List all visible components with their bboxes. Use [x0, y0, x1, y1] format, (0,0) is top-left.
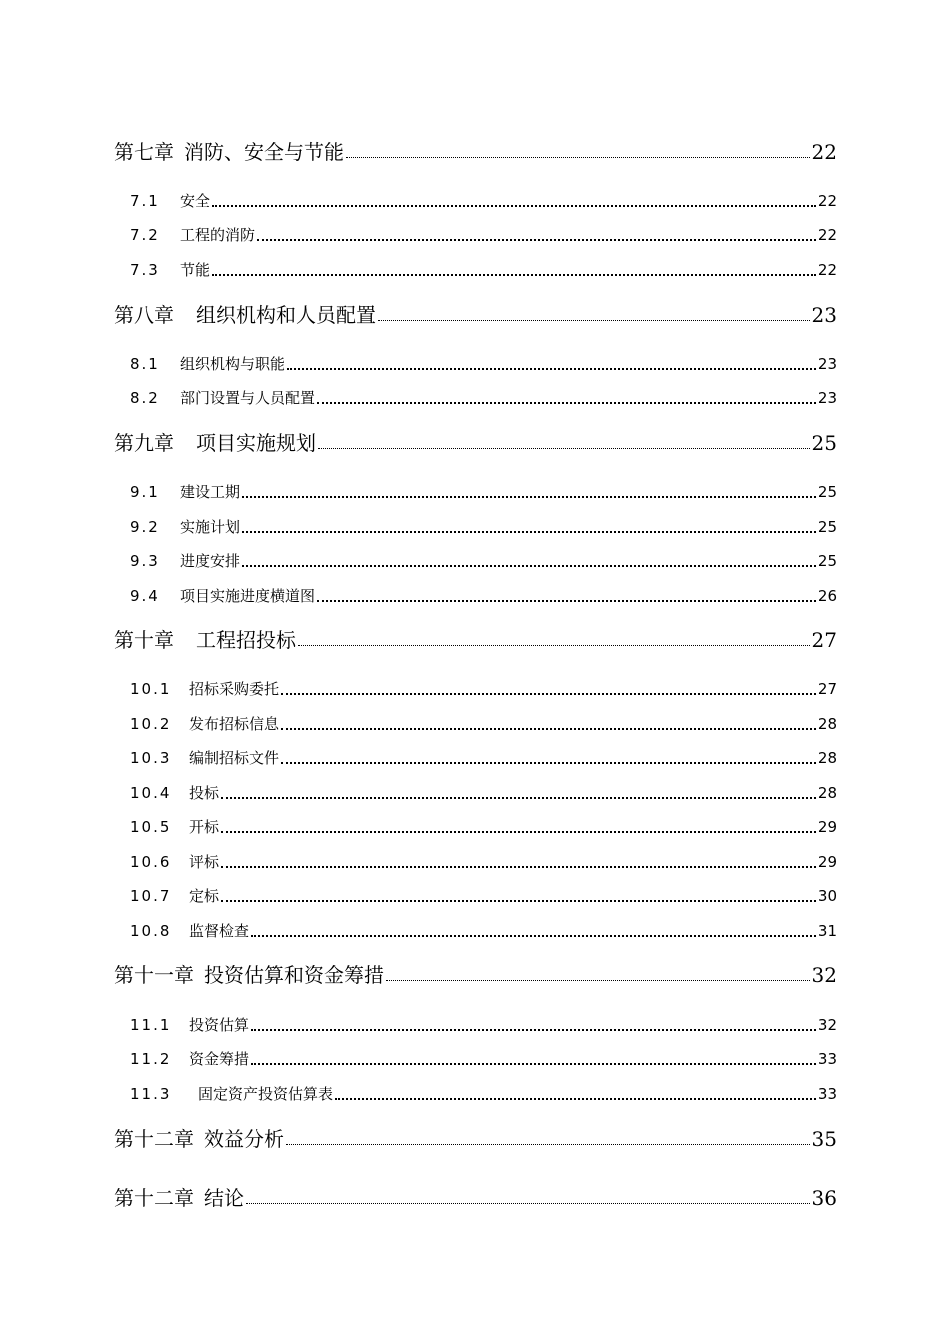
toc-section-8-2[interactable] [114, 376, 837, 410]
toc-leader-dots [386, 979, 810, 981]
toc-section-number: 10.5 [130, 818, 172, 836]
toc-section-title: 节能 [180, 261, 211, 279]
toc-chapter-title: 组织机构和人员配置 [196, 303, 376, 327]
toc-page-number: 32 [811, 963, 837, 987]
toc-leader-dots [212, 273, 816, 276]
toc-page-number: 32 [817, 1016, 837, 1034]
toc-leader-dots [335, 1097, 816, 1100]
toc-section-number: 8.1 [130, 355, 160, 373]
toc-page-number: 25 [817, 483, 837, 501]
toc-leader-dots [251, 1028, 816, 1031]
toc-page-number: 29 [817, 818, 837, 836]
toc-leader-dots [286, 1143, 810, 1145]
toc-section-number: 11.3 [130, 1085, 172, 1103]
toc-chapter-7[interactable] [114, 133, 837, 167]
toc-page-number: 22 [817, 226, 837, 244]
toc-section-11-2[interactable] [114, 1037, 837, 1071]
toc-section-7-3[interactable] [114, 248, 837, 282]
toc-leader-dots [257, 238, 816, 241]
toc-section-title: 固定资产投资估算表 [198, 1085, 334, 1103]
toc-section-title: 投资估算 [189, 1016, 250, 1034]
toc-page-number: 35 [811, 1127, 837, 1151]
toc-section-title: 定标 [189, 887, 220, 905]
toc-section-9-1[interactable] [114, 470, 837, 504]
toc-section-title: 监督检查 [189, 922, 250, 940]
toc-section-title: 发布招标信息 [189, 715, 280, 733]
toc-section-number: 7.1 [130, 192, 160, 210]
toc-page-number: 25 [817, 552, 837, 570]
toc-section-title: 开标 [189, 818, 220, 836]
toc-page-number: 30 [817, 887, 837, 905]
toc-chapter-title: 效益分析 [204, 1127, 284, 1151]
toc-page-number: 27 [811, 628, 837, 652]
toc-section-11-3[interactable] [114, 1072, 837, 1106]
toc-section-title: 建设工期 [180, 483, 241, 501]
toc-page-number: 29 [817, 853, 837, 871]
toc-section-10-7[interactable] [114, 874, 837, 908]
toc-section-title: 资金筹措 [189, 1050, 250, 1068]
toc-section-10-5[interactable] [114, 805, 837, 839]
toc-page-number: 23 [817, 389, 837, 407]
toc-leader-dots [242, 564, 816, 567]
toc-section-number: 11.2 [130, 1050, 172, 1068]
toc-section-9-4[interactable] [114, 574, 837, 608]
toc-section-title: 评标 [189, 853, 220, 871]
toc-leader-dots [251, 934, 816, 937]
toc-section-11-1[interactable] [114, 1003, 837, 1037]
toc-section-7-2[interactable] [114, 213, 837, 247]
toc-leader-dots [318, 447, 810, 449]
toc-section-number: 9.4 [130, 587, 160, 605]
toc-section-10-4[interactable] [114, 771, 837, 805]
toc-chapter-9[interactable] [114, 424, 837, 458]
toc-section-10-3[interactable] [114, 736, 837, 770]
toc-section-title: 投标 [189, 784, 220, 802]
toc-page-number: 28 [817, 749, 837, 767]
toc-leader-dots [212, 204, 816, 207]
toc-section-title: 项目实施进度横道图 [180, 587, 316, 605]
toc-section-number: 10.3 [130, 749, 172, 767]
toc-chapter-title: 结论 [204, 1186, 244, 1210]
toc-section-title: 安全 [180, 192, 211, 210]
toc-leader-dots [242, 530, 816, 533]
toc-section-number: 9.1 [130, 483, 160, 501]
toc-section-title: 编制招标文件 [189, 749, 280, 767]
toc-leader-dots [378, 319, 810, 321]
toc-leader-dots [221, 865, 816, 868]
toc-section-10-6[interactable] [114, 840, 837, 874]
toc-section-number: 10.8 [130, 922, 172, 940]
toc-section-title: 工程的消防 [180, 226, 256, 244]
toc-section-title: 实施计划 [180, 518, 241, 536]
toc-page-number: 27 [817, 680, 837, 698]
toc-leader-dots [242, 495, 816, 498]
toc-page-number: 31 [817, 922, 837, 940]
toc-section-10-1[interactable] [114, 667, 837, 701]
toc-page-number: 25 [811, 431, 837, 455]
toc-section-title: 组织机构与职能 [180, 355, 286, 373]
toc-section-9-3[interactable] [114, 539, 837, 573]
toc-page-number: 26 [817, 587, 837, 605]
toc-section-number: 9.3 [130, 552, 160, 570]
toc-section-number: 10.4 [130, 784, 172, 802]
toc-section-number: 8.2 [130, 389, 160, 407]
toc-section-number: 7.2 [130, 226, 160, 244]
toc-leader-dots [281, 761, 816, 764]
toc-section-9-2[interactable] [114, 505, 837, 539]
toc-page-number: 28 [817, 715, 837, 733]
toc-page-number: 23 [811, 303, 837, 327]
toc-section-number: 11.1 [130, 1016, 172, 1034]
toc-leader-dots [281, 727, 816, 730]
toc-chapter-number: 第十二章 [114, 1186, 194, 1210]
toc-section-title: 进度安排 [180, 552, 241, 570]
toc-page-number: 25 [817, 518, 837, 536]
toc-section-title: 部门设置与人员配置 [180, 389, 316, 407]
toc-chapter-title: 项目实施规划 [196, 431, 316, 455]
toc-section-number: 9.2 [130, 518, 160, 536]
toc-chapter-12-conclusion[interactable] [114, 1179, 837, 1213]
toc-section-10-8[interactable] [114, 909, 837, 943]
toc-section-number: 10.7 [130, 887, 172, 905]
toc-section-10-2[interactable] [114, 702, 837, 736]
toc-leader-dots [221, 796, 816, 799]
toc-page-number: 33 [817, 1050, 837, 1068]
toc-chapter-number: 第八章 [114, 303, 174, 327]
toc-leader-dots [221, 899, 816, 902]
toc-chapter-number: 第十二章 [114, 1127, 194, 1151]
toc-page-number: 23 [817, 355, 837, 373]
toc-chapter-number: 第十章 [114, 628, 174, 652]
toc-chapter-8[interactable] [114, 296, 837, 330]
toc-leader-dots [221, 830, 816, 833]
toc-page-number: 33 [817, 1085, 837, 1103]
toc-section-title: 招标采购委托 [189, 680, 280, 698]
toc-leader-dots [246, 1202, 810, 1204]
toc-section-number: 10.2 [130, 715, 172, 733]
toc-leader-dots [251, 1062, 816, 1065]
toc-leader-dots [287, 367, 816, 370]
toc-page-number: 36 [811, 1186, 837, 1210]
toc-chapter-number: 第七章 [114, 140, 174, 164]
toc-leader-dots [317, 599, 816, 602]
toc-leader-dots [298, 644, 810, 646]
toc-section-number: 10.6 [130, 853, 172, 871]
toc-section-number: 7.3 [130, 261, 160, 279]
toc-leader-dots [281, 692, 816, 695]
toc-chapter-10[interactable] [114, 621, 837, 655]
toc-chapter-number: 第十一章 [114, 963, 194, 987]
toc-section-8-1[interactable] [114, 342, 837, 376]
toc-page-number: 22 [817, 192, 837, 210]
toc-chapter-number: 第九章 [114, 431, 174, 455]
toc-section-number: 10.1 [130, 680, 172, 698]
toc-section-7-1[interactable] [114, 179, 837, 213]
toc-leader-dots [346, 156, 810, 158]
toc-chapter-title: 工程招投标 [196, 628, 296, 652]
toc-chapter-title: 投资估算和资金筹措 [204, 963, 384, 987]
toc-chapter-title: 消防、安全与节能 [184, 140, 344, 164]
toc-page-number: 22 [817, 261, 837, 279]
toc-page-number: 22 [811, 140, 837, 164]
toc-leader-dots [317, 401, 816, 404]
toc-chapter-11[interactable] [114, 956, 837, 990]
toc-chapter-12-benefit[interactable] [114, 1120, 837, 1154]
toc-page-number: 28 [817, 784, 837, 802]
